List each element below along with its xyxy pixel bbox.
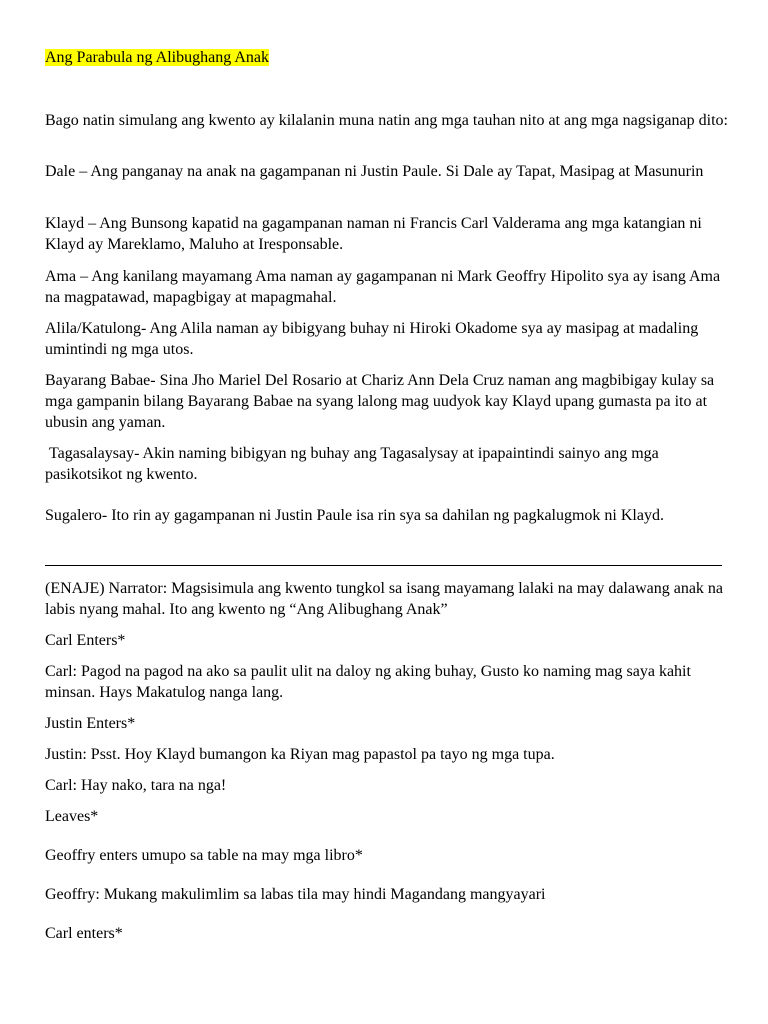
- cast-alila: Alila/Katulong- Ang Alila naman ay bibigyang buhay ni Hiroki Okadome sya ay masipag at madaling umintindi ng mga utos.: [45, 320, 699, 358]
- cast-bayarang-babae: Bayarang Babae- Sina Jho Mariel Del Rosario at Chariz Ann Dela Cruz naman ang magbibigay kulay sa mga gampanin bilang Bayarang Babae na syang lalong mag uudyok kay Klayd upang gumasta pa ito at ubusin ang yaman.: [45, 372, 715, 431]
- cast-intro: Bago natin simulang ang kwento ay kilalanin muna natin ang mga tauhan nito at ang mga nagsiganap dito:: [45, 112, 728, 129]
- script-direction: Carl Enters*: [45, 632, 126, 649]
- title-paragraph: [45, 47, 735, 68]
- cast-ama: Ama – Ang kanilang mayamang Ama naman ay gagampanan ni Mark Geoffry Hipolito sya ay isang Ama na magpatawad, mapagbigay at mapagmahal.: [45, 268, 721, 306]
- script-direction: Leaves*: [45, 808, 99, 825]
- script-line: Carl: Pagod na pagod na ako sa paulit ulit na daloy ng aking buhay, Gusto ko naming mag saya kahit minsan. Hays Makatulog nanga lang.: [45, 663, 691, 701]
- cast-klayd: Klayd – Ang Bunsong kapatid na gagampanan naman ni Francis Carl Valderama ang mga katangian ni Klayd ay Mareklamo, Maluho at Iresponsable.: [45, 215, 702, 253]
- script-direction: Geoffry enters umupo sa table na may mga libro*: [45, 847, 363, 864]
- script-line: Justin: Psst. Hoy Klayd bumangon ka Riyan mag papastol pa tayo ng mga tupa.: [45, 746, 555, 763]
- script-direction: Justin Enters*: [45, 715, 136, 732]
- script-line: Geoffry: Mukang makulimlim sa labas tila may hindi Magandang mangyayari: [45, 886, 546, 903]
- cast-tagasalaysay: Tagasalaysay- Akin naming bibigyan ng buhay ang Tagasalysay at ipapaintindi sainyo ang mga pasikotsikot ng kwento.: [45, 445, 663, 483]
- script-line: Carl: Hay nako, tara na nga!: [45, 777, 227, 794]
- cast-sugalero: Sugalero- Ito rin ay gagampanan ni Justin Paule isa rin sya sa dahilan ng pagkalugmok ni Klayd.: [45, 507, 664, 524]
- section-divider: [45, 565, 722, 566]
- cast-dale: Dale – Ang panganay na anak na gagampanan ni Justin Paule. Si Dale ay Tapat, Masipag at Masunurin: [45, 163, 704, 180]
- script-direction: Carl enters*: [45, 925, 123, 942]
- document-title: Ang Parabula ng Alibughang Anak: [45, 49, 269, 66]
- script-narrator: (ENAJE) Narrator: Magsisimula ang kwento tungkol sa isang mayamang lalaki na may dalawang anak na labis nyang mahal. Ito ang kwento ng “Ang Alibughang Anak”: [45, 580, 724, 618]
